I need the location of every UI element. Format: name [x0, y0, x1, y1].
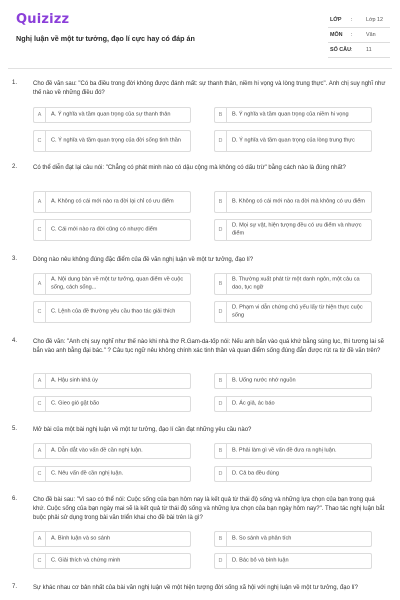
question-text: Cho đề bài sau: "Vì sao có thể nói: Cuộc sống của bạn hôm nay là kết quả từ thái độ sống và những lựa chọn của bạn trong quá khứ. Cuộc sống của bạn ngày mai sẽ là kết quả từ thái độ sống và những lựa chọn của bạn ngày hôm nay?". Thao tác nghị luận bắt buộc phải sử dụng trong bài văn triển khai cho đề bài trên là gì?: [33, 497, 385, 521]
option-c[interactable]: C C. Gieo gió gặt bão: [33, 396, 191, 412]
option-c[interactable]: C C. Giải thích và chứng minh: [33, 553, 191, 569]
worksheet-meta: [318, 13, 390, 58]
option-d[interactable]: D D. Ác giả, ác báo: [214, 396, 372, 412]
option-a[interactable]: A A. Bình luận và so sánh: [33, 531, 191, 547]
question-text: Cho đề văn: "Anh chị suy nghĩ như thế nào khi nhà thơ R.Gam-da-tốp nói: Nếu anh bắn vào quá khứ bằng súng lục, thì tương lai sẽ bắn vào anh bằng đại bác." ? Câu tục ngữ nêu không chính xác tinh thần và quan điểm sống đúng đắn được rút ra từ đề văn trên?: [33, 339, 384, 354]
option-d[interactable]: D D. Mọi sự vật, hiện tượng đều có ưu điểm và nhược điểm: [214, 219, 372, 241]
option-b[interactable]: B B. Uống nước nhớ nguồn: [214, 373, 372, 389]
option-d[interactable]: D D. Ý nghĩa và tầm quan trọng của lòng trung thực: [214, 130, 372, 152]
option-b[interactable]: B B. Phải làm gì về vấn đề đưa ra nghị luận.: [214, 443, 372, 459]
question-text: Sự khác nhau cơ bản nhất của bài văn nghị luận về một hiện tượng đời sống xã hội với nghị luận về một tư tưởng, đạo lí?: [33, 585, 358, 591]
option-b[interactable]: B B. Ý nghĩa và tầm quan trọng của niềm hi vọng: [214, 107, 372, 123]
option-a[interactable]: A A. Nội dung bàn về một tư tưởng, quan điểm về cuộc sống, cách sống...: [33, 273, 191, 295]
quizizz-logo: Quizizz: [16, 12, 70, 27]
question-text: Có thể diễn đạt lại câu nói: "Chẳng có phát minh nào có dậu cộng mà không có dấu trừ" bằng cách nào là đúng nhất?: [33, 165, 346, 171]
meta-subject: MÔN : Văn: [318, 28, 390, 43]
option-b[interactable]: B B. So sánh và phân tích: [214, 531, 372, 547]
option-a[interactable]: A A. Không có cái mới nào ra đời lại chỉ có ưu điểm: [33, 191, 191, 213]
option-c[interactable]: C C. Cái mới nào ra đời cũng có nhược điểm: [33, 219, 191, 241]
option-b[interactable]: B B. Không có cái mới nào ra đời mà không có ưu điểm: [214, 191, 372, 213]
option-c[interactable]: C C. Ý nghĩa và tầm quan trọng của đời sống tinh thần: [33, 130, 191, 152]
option-d[interactable]: D D. Phạm vi dẫn chứng chủ yếu lấy từ hiện thực cuộc sống: [214, 301, 372, 323]
option-a[interactable]: A A. Hậu sinh khả úy: [33, 373, 191, 389]
option-c[interactable]: C C. Nêu vấn đề cần nghị luận.: [33, 466, 191, 482]
option-a[interactable]: A A. Ý nghĩa và tầm quan trọng của sự thanh thản: [33, 107, 191, 123]
option-d[interactable]: D D. Bác bỏ và bình luận: [214, 553, 372, 569]
page-title: Nghị luận về một tư tưởng, đạo lí cực hay có đáp án: [16, 34, 195, 43]
meta-question-count: SỐ CÂU : 11: [318, 43, 390, 58]
question-text: Dòng nào nêu không đúng đặc điểm của đề văn nghị luận về một tư tưởng, đạo lí?: [33, 257, 254, 263]
question-text: Cho đề văn sau: "Có ba điều trong đời không được đánh mất: sự thanh thản, niềm hi vọng và lòng trung thực". Anh chị suy nghĩ như thế nào về những điều đó?: [33, 81, 386, 96]
page-header: [0, 0, 400, 70]
header-divider: [8, 68, 392, 69]
meta-grade: LỚP : Lớp 12: [318, 13, 390, 28]
option-c[interactable]: C C. Lệnh của đề thường yêu cầu thao tác giải thích: [33, 301, 191, 323]
option-a[interactable]: A A. Dẫn dắt vào vấn đề cần nghị luận.: [33, 443, 191, 459]
option-d[interactable]: D D. Cả ba đều đúng: [214, 466, 372, 482]
option-b[interactable]: B B. Thường xuất phát từ một danh ngôn, một câu ca dao, tục ngữ: [214, 273, 372, 295]
question-text: Mở bài của một bài nghị luận về một tư tưởng, đạo lí cần đạt những yêu cầu nào?: [33, 427, 252, 433]
